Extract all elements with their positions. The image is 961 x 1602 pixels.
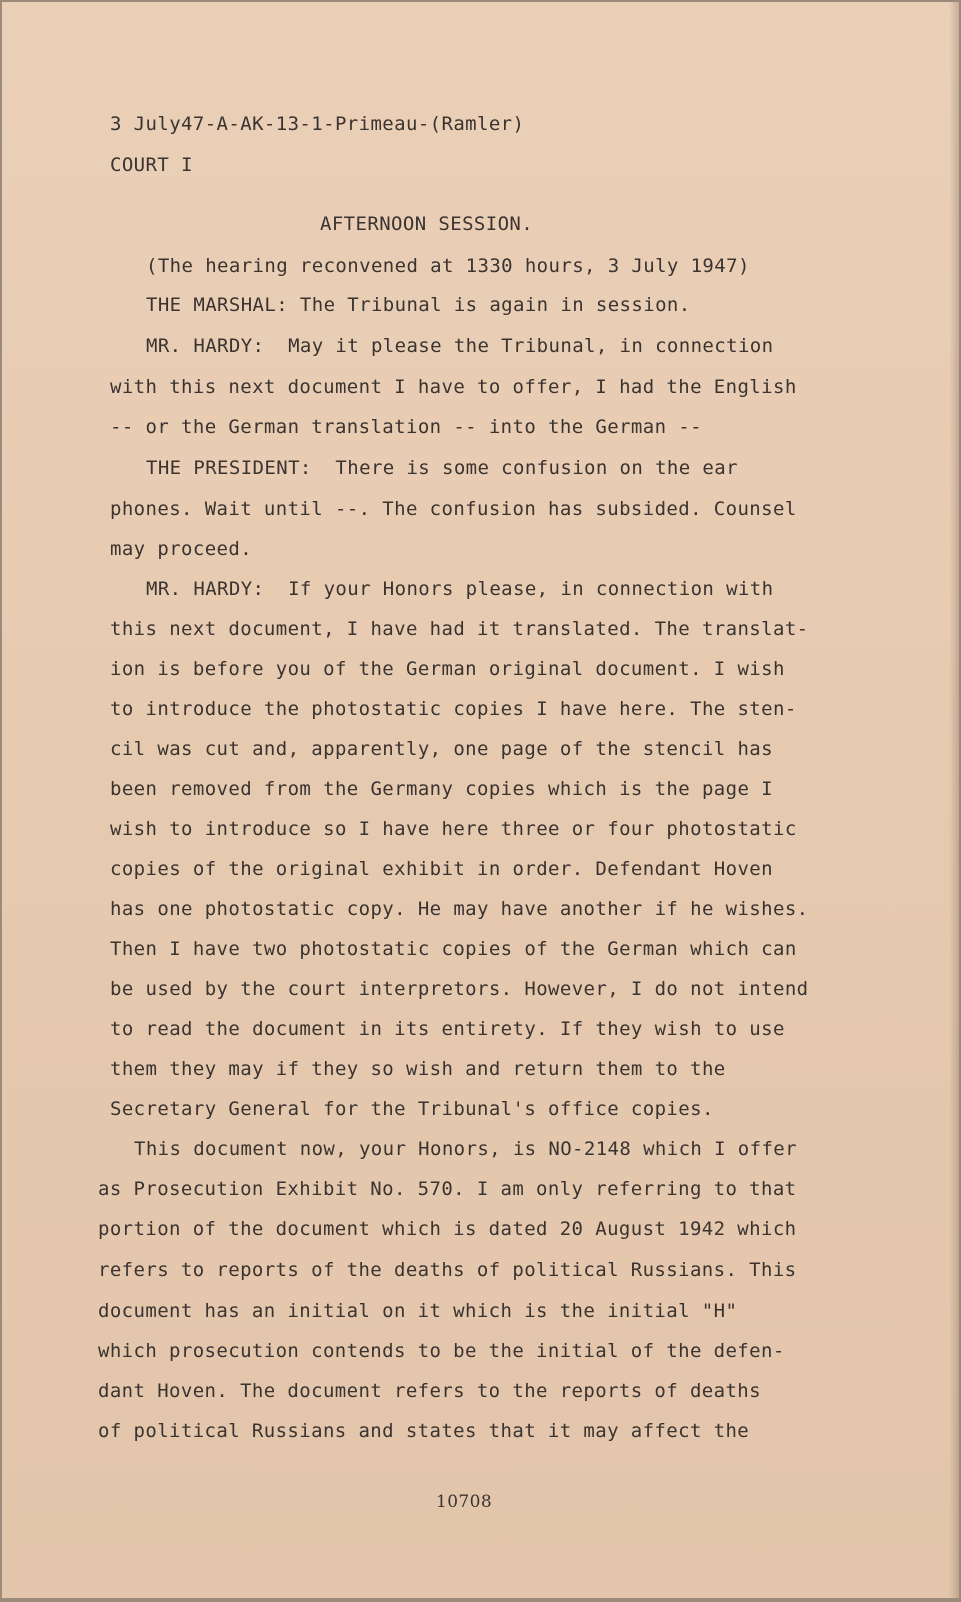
text-line: to read the document in its entirety. If they wish to use (110, 1018, 785, 1040)
text-line: which prosecution contends to be the initial of the defen- (98, 1340, 785, 1362)
text-line: of political Russians and states that it may affect the (98, 1420, 750, 1442)
text-line: been removed from the Germany copies which is the page I (110, 778, 773, 800)
text-line: cil was cut and, apparently, one page of the stencil has (110, 738, 773, 760)
document-reference: 3 July47-A-AK-13-1-Primeau-(Ramler) (110, 113, 525, 135)
text-line: Then I have two photostatic copies of the German which can (110, 938, 797, 960)
text-line: be used by the court interpretors. However, I do not intend (110, 978, 809, 1000)
text-line: -- or the German translation -- into the German -- (110, 416, 702, 438)
text-line: portion of the document which is dated 20 August 1942 which (98, 1218, 797, 1240)
text-line: wish to introduce so I have here three or four photostatic (110, 818, 797, 840)
text-line: this next document, I have had it translated. The translat- (110, 618, 809, 640)
text-line: MR. HARDY: If your Honors please, in connection with (146, 578, 774, 600)
text-line: them they may if they so wish and return them to the (110, 1058, 726, 1080)
text-line: copies of the original exhibit in order. Defendant Hoven (110, 858, 773, 880)
text-line: THE MARSHAL: The Tribunal is again in session. (146, 294, 691, 316)
text-line: has one photostatic copy. He may have another if he wishes. (110, 898, 809, 920)
text-line: with this next document I have to offer, I had the English (110, 376, 797, 398)
text-line: to introduce the photostatic copies I have here. The sten- (110, 698, 797, 720)
text-line: document has an initial on it which is the initial "H" (98, 1300, 738, 1322)
document-page (2, 2, 959, 1598)
text-line: ion is before you of the German original document. I wish (110, 658, 785, 680)
text-line: (The hearing reconvened at 1330 hours, 3 July 1947) (146, 255, 750, 277)
text-line: may proceed. (110, 538, 253, 560)
text-line: phones. Wait until --. The confusion has subsided. Counsel (110, 498, 797, 520)
text-line: refers to reports of the deaths of political Russians. This (98, 1259, 797, 1281)
text-line: Secretary General for the Tribunal's office copies. (110, 1098, 714, 1120)
page-number: 10708 (436, 1492, 493, 1512)
text-line: dant Hoven. The document refers to the reports of deaths (98, 1380, 761, 1402)
text-line: MR. HARDY: May it please the Tribunal, in connection (146, 335, 774, 357)
text-line: This document now, your Honors, is NO-2148 which I offer (134, 1138, 797, 1160)
text-line: THE PRESIDENT: There is some confusion on the ear (146, 457, 738, 479)
court-label: COURT I (110, 154, 193, 176)
text-line: as Prosecution Exhibit No. 570. I am only referring to that (98, 1178, 797, 1200)
session-title: AFTERNOON SESSION. (320, 213, 534, 235)
